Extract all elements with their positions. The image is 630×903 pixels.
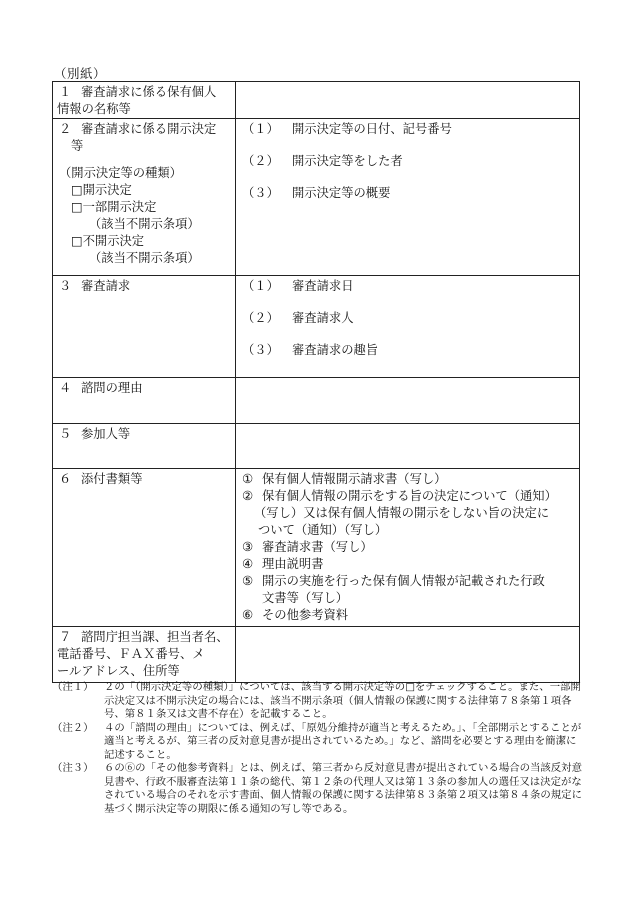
item-number: （２） bbox=[242, 311, 279, 325]
row-label-cell bbox=[53, 378, 236, 424]
attachment-text: 審査請求書（写し） bbox=[262, 540, 373, 554]
row-number: ６ bbox=[59, 472, 72, 486]
attachment-text: 保有個人情報の開示をする旨の決定について（通知） bbox=[262, 489, 557, 503]
attachment-text: 理由説明書 bbox=[262, 557, 324, 571]
attachment-text-cont: ついて（通知）（写し） bbox=[258, 523, 388, 537]
attachment-text-cont: 文書等（写し） bbox=[262, 591, 349, 605]
row-label: 審査請求 bbox=[81, 279, 131, 293]
note-text: ２の「（開示決定等の種類）」については、該当する開示決定等の□をチェックすること。また、一部開示決定又は不開示決定の場合には、該当不開示条項（個人情報の保護に関する法律第７８条第１項各号、第８１条又は文書不存在）を記載すること。 bbox=[104, 681, 581, 720]
row-label: 添付書類等 bbox=[81, 472, 143, 486]
table-row bbox=[53, 627, 580, 683]
item-number: （１） bbox=[242, 279, 279, 293]
attachment-text-cont: （写し）又は保有個人情報の開示をしない旨の決定に bbox=[254, 506, 550, 520]
note-text: ６の⑥の「その他参考資料」とは、例えば、第三者から反対意見書が提出されている場合の当該反対意見書や、行政不服審査法第１１条の総代、第１２条の代理人又は第１３条の参加人の選任又は決定がなされている場合のそれを示す書面、個人情報の保護に関する法律第８３条第２項又は第８４条の規定に基づく開示決定等の期限に係る通知の写し等である。 bbox=[104, 762, 582, 815]
decision-option-note: （該当不開示条項） bbox=[89, 217, 200, 231]
note bbox=[52, 722, 582, 763]
row-number: ７ bbox=[59, 630, 72, 644]
attachment-text: その他参考資料 bbox=[262, 608, 349, 622]
page-label: （別紙） bbox=[54, 66, 107, 81]
row-value-cell bbox=[236, 119, 580, 276]
item-text: 開示決定等の概要 bbox=[292, 186, 391, 200]
row-label: 諮問庁担当課、担当者名、 bbox=[81, 630, 229, 644]
row-label-cell bbox=[53, 119, 236, 276]
row-label-cont: ールアドレス、住所等 bbox=[57, 664, 180, 678]
note-mark: （注１） bbox=[52, 681, 94, 693]
row-label: 諮問の理由 bbox=[81, 381, 143, 395]
item-text: 開示決定等の日付、記号番号 bbox=[292, 122, 452, 136]
table-row bbox=[53, 119, 580, 276]
row-value-cell bbox=[236, 469, 580, 627]
row-label-cont: 電話番号、ＦＡＸ番号、メ bbox=[57, 647, 205, 661]
row-label-cell bbox=[53, 276, 236, 378]
row-label-cell bbox=[53, 82, 236, 119]
attachment-text: 開示の実施を行った保有個人情報が記載された行政 bbox=[262, 574, 545, 588]
item-text: 審査請求人 bbox=[292, 311, 354, 325]
decision-option: □不開示決定 bbox=[71, 234, 145, 248]
row-number: ３ bbox=[59, 279, 72, 293]
table-row bbox=[53, 378, 580, 424]
row-number: ２ bbox=[59, 122, 72, 136]
table-row bbox=[53, 469, 580, 627]
row-value-cell bbox=[236, 378, 580, 424]
decision-types-heading: （開示決定等の種類） bbox=[59, 166, 182, 180]
decision-option: □開示決定 bbox=[71, 183, 132, 197]
table-row bbox=[53, 82, 580, 119]
row-label: 参加人等 bbox=[81, 427, 131, 441]
attachment-mark: ⑤ bbox=[242, 574, 254, 588]
row-label: 審査請求に係る保有個人 bbox=[81, 85, 217, 99]
note-mark: （注２） bbox=[52, 721, 94, 734]
item-number: （３） bbox=[242, 186, 279, 200]
row-label-cont: 情報の名称等 bbox=[57, 102, 131, 116]
row-value-cell bbox=[236, 276, 580, 378]
inquiry-form-table bbox=[52, 81, 580, 683]
item-text: 審査請求日 bbox=[292, 279, 354, 293]
row-label-cell bbox=[53, 424, 236, 469]
row-value-cell bbox=[236, 424, 580, 469]
row-value-cell bbox=[236, 627, 580, 683]
item-text: 審査請求の趣旨 bbox=[292, 343, 379, 357]
note bbox=[52, 681, 582, 722]
item-number: （１） bbox=[242, 122, 279, 136]
row-label-cell bbox=[53, 627, 236, 683]
table-row bbox=[53, 276, 580, 378]
item-text: 開示決定等をした者 bbox=[292, 154, 403, 168]
row-value-cell bbox=[236, 82, 580, 119]
row-number: ５ bbox=[59, 427, 72, 441]
notes-section bbox=[52, 681, 582, 816]
item-number: （３） bbox=[242, 343, 279, 357]
decision-option: □一部開示決定 bbox=[71, 200, 157, 214]
attachment-mark: ① bbox=[242, 472, 254, 486]
row-label-cell bbox=[53, 469, 236, 627]
attachment-mark: ③ bbox=[242, 540, 254, 554]
note-mark: （注３） bbox=[52, 762, 94, 774]
row-number: １ bbox=[59, 85, 72, 99]
decision-option-note: （該当不開示条項） bbox=[89, 251, 200, 265]
attachment-mark: ⑥ bbox=[242, 608, 254, 622]
item-number: （２） bbox=[242, 154, 279, 168]
note bbox=[52, 762, 582, 816]
attachment-text: 保有個人情報開示請求書（写し） bbox=[262, 472, 447, 486]
note-text: ４の「諮問の理由」については、例えば、「原処分維持が適当と考えるため。」、「全部開示とすることが適当と考えるが、第三者の反対意見書が提出されているため。」など、諮問を必要とする理由を簡潔に記述すること。 bbox=[104, 721, 582, 761]
attachment-mark: ④ bbox=[242, 557, 254, 571]
row-number: ４ bbox=[59, 381, 72, 395]
row-label: 審査請求に係る開示決定 bbox=[81, 122, 217, 136]
table-row bbox=[53, 424, 580, 469]
attachment-mark: ② bbox=[242, 489, 254, 503]
row-label-cont: 等 bbox=[71, 139, 84, 153]
